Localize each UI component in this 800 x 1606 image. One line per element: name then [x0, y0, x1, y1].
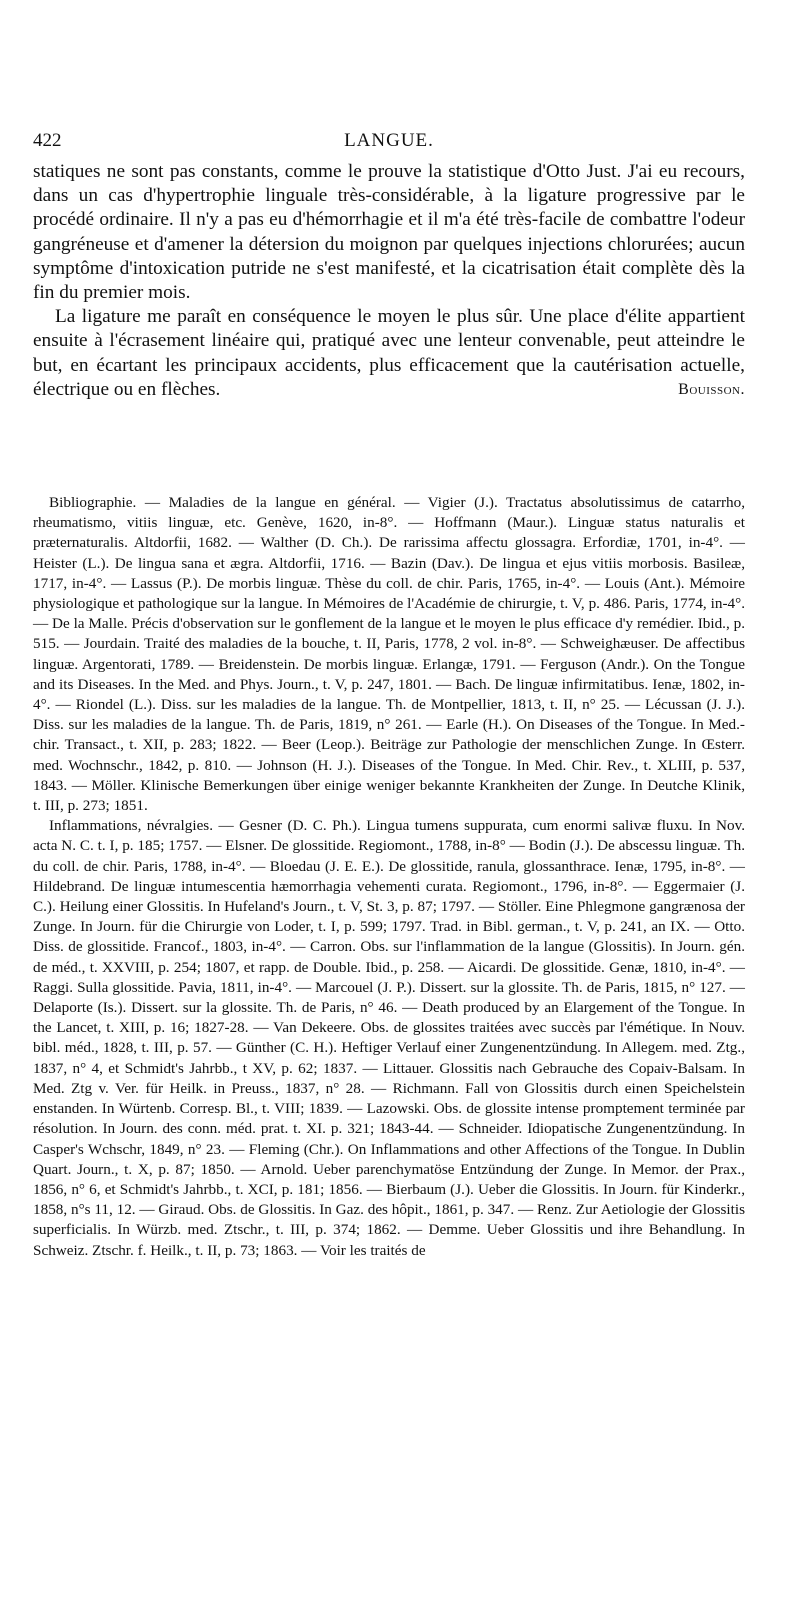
running-header: [33, 130, 745, 154]
body-paragraph-2: [33, 305, 745, 402]
bibliography-paragraph-1: Bibliographie. — Maladies de la langue en général. — Vigier (J.). Tractatus absolutissimus de catarrho, rheumatismo, vitiis linguæ, etc. Genève, 1620, in-8°. — Hoffmann (Maur.). Linguæ status naturalis et præternaturalis. Altdorfii, 1682. — Walther (D. Ch.). De rarissima affectu glossagra. Erfordiæ, 1701, in-4°. — Heister (L.). De lingua sana et ægra. Altdorfii, 1716. — Bazin (Dav.). De lingua et ejus vitiis morbosis. Basileæ, 1717, in-4°. — Lassus (P.). De morbis linguæ. Thèse du coll. de chir. Paris, 1765, in-4°. — Louis (Ant.). Mémoire physiologique et pathologique sur la langue. In Mémoires de l'Académie de chirurgie, t. V, p. 486. Paris, 1774, in-4°. — De la Malle. Précis d'observation sur le gonflement de la langue et le moyen le plus efficace d'y remédier. Ibid., p. 515. — Jourdain. Traité des maladies de la bouche, t. II, Paris, 1778, 2 vol. in-8°. — Schweighæuser. De affectibus linguæ. Argentorati, 1789. — Breidenstein. De morbis linguæ. Erlangæ, 1791. — Ferguson (Andr.). On the Tongue and its Diseases. In the Med. and Phys. Journ., t. V, p. 247, 1801. — Bach. De linguæ infirmitatibus. Ienæ, 1802, in-4°. — Riondel (L.). Diss. sur les maladies de la langue. Th. de Montpellier, 1813, t. II, n° 25. — Lécussan (J. J.). Diss. sur les maladies de la langue. Th. de Paris, 1819, n° 261. — Earle (H.). On Diseases of the Tongue. In Med.-chir. Transact., t. XII, p. 283; 1822. — Beer (Leop.). Beiträge zur Pathologie der menschlichen Zunge. In Œsterr. med. Wochnschr., 1842, p. 810. — Johnson (H. J.). Diseases of the Tongue. In Med. Chir. Rev., t. XLIII, p. 537, 1843. — Möller. Klinische Bemerkungen über einige weniger bekannte Krankheiten der Zunge. In Deutche Klinik, t. III, p. 273; 1851.: [33, 494, 745, 815]
bibliography: [33, 493, 745, 1261]
body-text: [33, 160, 745, 402]
running-title: LANGUE.: [344, 130, 434, 151]
bibliography-paragraph-2: Inflammations, névralgies. — Gesner (D. C. Ph.). Lingua tumens suppurata, cum enormi salivæ fluxu. In Nov. acta N. C. t. I, p. 185; 1757. — Elsner. De glossitide. Regiomont., 1788, in-8° — Bodin (J.). De abscessu linguæ. Th. du coll. de chir. Paris, 1788, in-4°. — Bloedau (J. E. E.). De glossitide, ranula, glossanthrace. Ienæ, 1795, in-8°. — Hildebrand. De linguæ intumescentia hæmorrhagia vehementi curata. Regiomont., 1796, in-8°. — Eggermaier (J. C.). Heilung einer Glossitis. In Hufeland's Journ., t. V, St. 3, p. 87; 1797. — Stöller. Eine Phlegmone gangrænosa der Zunge. In Journ. für die Chirurgie von Loder, t. I, p. 599; 1797. Trad. in Bibl. german., t. V, p. 241, an IX. — Otto. Diss. de glossitide. Francof., 1803, in-4°. — Carron. Obs. sur l'inflammation de la langue (Glossitis). In Journ. gén. de méd., t. XXVIII, p. 254; 1807, et rapp. de Double. Ibid., p. 258. — Aicardi. De glossitide. Genæ, 1810, in-4°. — Raggi. Sulla glossitide. Pavia, 1811, in-4°. — Marcouel (J. P.). Dissert. sur la glossite. Th. de Paris, 1815, n° 127. — Delaporte (Is.). Dissert. sur la glossite. Th. de Paris, n° 46. — Death produced by an Elargement of the Tongue. In the Lancet, t. XIII, p. 16; 1827-28. — Van Dekeere. Obs. de glossites traitées avec succès par l'émétique. In Nouv. bibl. méd., 1828, t. III, p. 57. — Günther (C. H.). Heftiger Verlauf einer Zungenentzündung. In Allegem. med. Ztg., 1837, n° 4, et Schmidt's Jahrbb., t XV, p. 62; 1837. — Littauer. Glossitis nach Gebrauche des Copaiv-Balsam. In Med. Ztg v. Ver. für Heilk. in Preuss., 1837, n° 28. — Richmann. Fall von Glossitis durch einen Speichelstein enstanden. In Würtenb. Corresp. Bl., t. VIII; 1839. — Lazowski. Obs. de glossite intense promptement terminée par résolution. In Journ. des conn. méd. prat. t. XI. p. 321; 1843-44. — Schneider. Idiopatische Zungenentzündung. In Casper's Wchschr, 1849, n° 23. — Fleming (Chr.). On Inflammations and other Affections of the Tongue. In Dublin Quart. Journ., t. X, p. 87; 1850. — Arnold. Ueber parenchymatöse Entzündung der Zunge. In Memor. der Prax., 1856, n° 6, et Schmidt's Jahrbb., t. XCI, p. 181; 1856. — Bierbaum (J.). Ueber die Glossitis. In Journ. für Kinderkr., 1858, n°s 11, 12. — Giraud. Obs. de Glossitis. In Gaz. des hôpit., 1861, p. 347. — Renz. Zur Aetiologie der Glossitis superficialis. In Würzb. med. Ztschr., t. III, p. 374; 1862. — Demme. Ueber Glossitis und ihre Behandlung. In Schweiz. Ztschr. f. Heilk., t. II, p. 73; 1863. — Voir les traités de: [33, 817, 745, 1259]
body-paragraph-2-text: La ligature me paraît en conséquence le moyen le plus sûr. Une place d'élite appartient ensuite à l'écrasement linéaire qui, pratiqué avec une lenteur convenable, peut atteindre le but, en écartant les principaux accidents, plus efficacement que la cautérisation actuelle, électrique ou en flèches.: [33, 306, 745, 400]
author-signature: Bouisson.: [678, 380, 745, 398]
body-paragraph-1: statiques ne sont pas constants, comme le prouve la statistique d'Otto Just. J'ai eu recours, dans un cas d'hypertrophie linguale très-considérable, à la ligature progressive par le procédé ordinaire. Il n'y a pas eu d'hémorrhagie et il m'a été très-facile de combattre l'odeur gangréneuse et d'amener la détersion du moignon par quelques injections chlorurées; aucun symptôme d'intoxication putride ne s'est manifesté, et la cicatrisation était complète dès la fin du premier mois.: [33, 161, 745, 304]
page-number: 422: [33, 130, 62, 151]
